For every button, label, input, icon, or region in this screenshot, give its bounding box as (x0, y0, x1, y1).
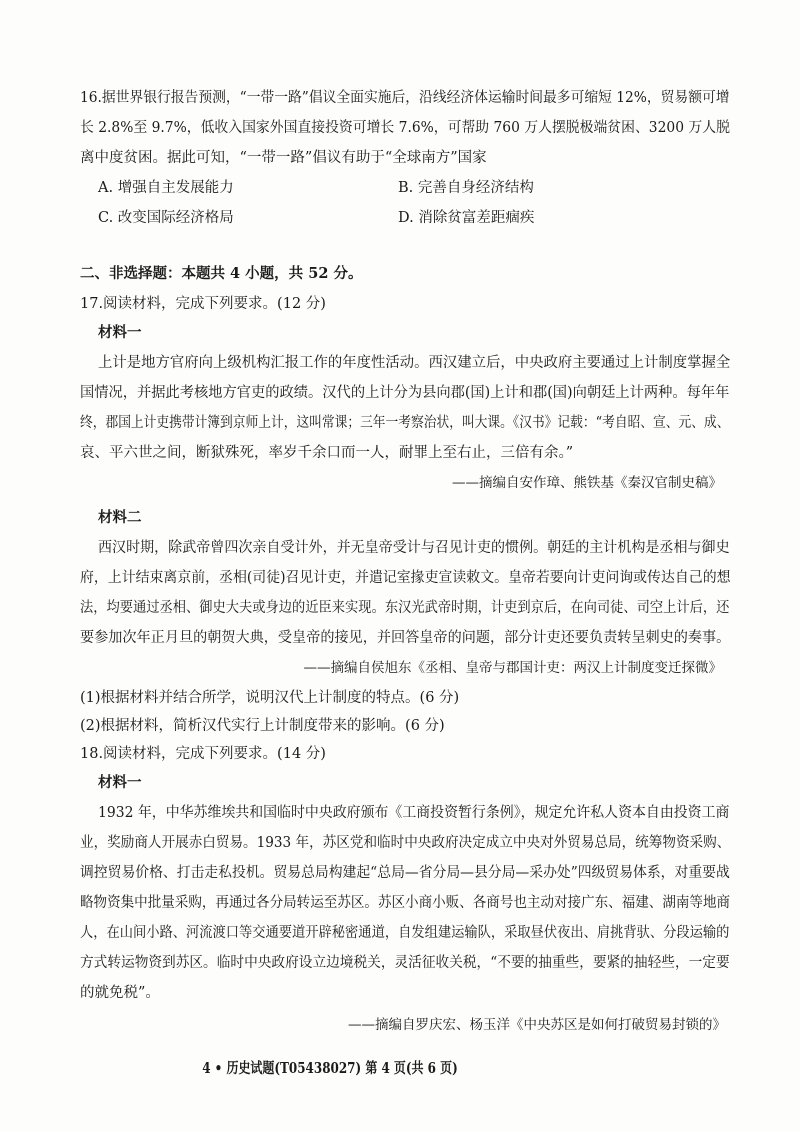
q18-material-1-line: 1932 年，中华苏维埃共和国临时中央政府颁布《工商投资暂行条例》，规定允许私人资本自由投资工商 (98, 805, 730, 821)
q18-material-1-line: 略物资集中批量采购，再通过各分局转运至苏区。苏区小商小贩、各商号也主动对接广东、福建、湖南等地商 (80, 895, 731, 911)
q17-title: 17.阅读材料，完成下列要求。(12 分) (80, 296, 326, 312)
q16-stem-line-2: 长 2.8%至 9.7%，低收入国家外国直接投资可增长 7.6%，可帮助 760 万人摆脱极端贫困、3200 万人脱 (80, 120, 730, 136)
q17-material-1-line: 终，郡国上计吏携带计簿到京师上计，这叫常课；三年一考察治状，叫大课。《汉书》记载：“考自昭、宣、元、成、 (80, 415, 730, 431)
q17-material-1-line: 国情况，并据此考核地方官吏的政绩。汉代的上计分为县向郡(国)上计和郡(国)向朝廷上计两种。每年年 (80, 385, 730, 401)
q17-material-2-line: 西汉时期，除武帝曾四次亲自受计外，并无皇帝受计与召见计吏的惯例。朝廷的主计机构是丞相与御史 (98, 540, 730, 556)
q17-subquestion-1: (1)根据材料并结合所学，说明汉代上计制度的特点。(6 分) (80, 690, 460, 706)
q17-material-2-label: 材料二 (98, 510, 142, 526)
q18-material-1-line: 调控贸易价格、打击走私投机。贸易总局构建起“总局—省分局—县分局—采办处”四级贸易体系，对重要战 (80, 865, 730, 881)
q17-material-2-line: 要参加次年正月旦的朝贺大典，受皇帝的接见，并回答皇帝的问题，部分计吏还要负责转呈刺史的奏事。 (80, 630, 731, 646)
q17-material-1-line: 哀、平六世之间，断狱殊死，率岁千余口而一人，耐罪上至右止，三倍有余。” (80, 445, 574, 461)
q16-option-c: C. 改变国际经济格局 (98, 210, 234, 226)
q16-option-a: A. 增强自主发展能力 (98, 180, 234, 196)
page-footer: 4 • 历史试题(T05438027) 第 4 页(共 6 页) (202, 1060, 458, 1077)
q18-material-1-line: 的就免税”。 (80, 985, 160, 1001)
q17-material-1-source: ——摘编自安作璋、熊铁基《秦汉官制史稿》 (452, 475, 722, 491)
q16-option-b: B. 完善自身经济结构 (398, 180, 534, 196)
q18-material-1-label: 材料一 (98, 775, 142, 791)
q18-material-1-line: 业，奖励商人开展赤白贸易。1933 年，苏区党和临时中央政府决定成立中央对外贸易总局，统筹物资采购、 (80, 835, 731, 851)
q17-material-2-source: ——摘编自侯旭东《丞相、皇帝与郡国计吏：两汉上计制度变迁探微》 (303, 660, 722, 676)
q17-material-2-line: 府，上计结束离京前，丞相(司徒)召见计吏，并遣记室掾吏宣读敕文。皇帝若要向计吏问询或传达自己的想 (80, 570, 731, 586)
section-heading: 二、非选择题：本题共 4 小题，共 52 分。 (80, 265, 363, 282)
q18-material-1-source: ——摘编自罗庆宏、杨玉洋《中央苏区是如何打破贸易封锁的》 (348, 1017, 726, 1033)
q17-subquestion-2: (2)根据材料，简析汉代实行上计制度带来的影响。(6 分) (80, 718, 445, 734)
q16-option-d: D. 消除贫富差距痼疾 (398, 210, 535, 226)
q16-stem-line-3: 离中度贫困。据此可知，“一带一路”倡议有助于“全球南方”国家 (80, 150, 487, 166)
q18-title: 18.阅读材料，完成下列要求。(14 分) (80, 746, 326, 762)
q16-stem-line-1: 16.据世界银行报告预测，“一带一路”倡议全面实施后，沿线经济体运输时间最多可缩短 12%，贸易额可增 (80, 90, 730, 106)
q17-material-1-label: 材料一 (98, 325, 142, 341)
q18-material-1-line: 方式转运物资到苏区。临时中央政府设立边境税关，灵活征收关税，“不要的抽重些，要紧的抽轻些，一定要 (80, 955, 730, 971)
q18-material-1-line: 人，在山间小路、河流渡口等交通要道开辟秘密通道，自发组建运输队，采取昼伏夜出、肩挑背驮、分段运输的 (80, 925, 730, 941)
q17-material-1-line: 上计是地方官府向上级机构汇报工作的年度性活动。西汉建立后，中央政府主要通过上计制度掌握全 (98, 355, 731, 371)
q17-material-2-line: 法，均要通过丞相、御史大夫或身边的近臣来实现。东汉光武帝时期，计吏到京后，在向司徒、司空上计后，还 (80, 600, 730, 616)
